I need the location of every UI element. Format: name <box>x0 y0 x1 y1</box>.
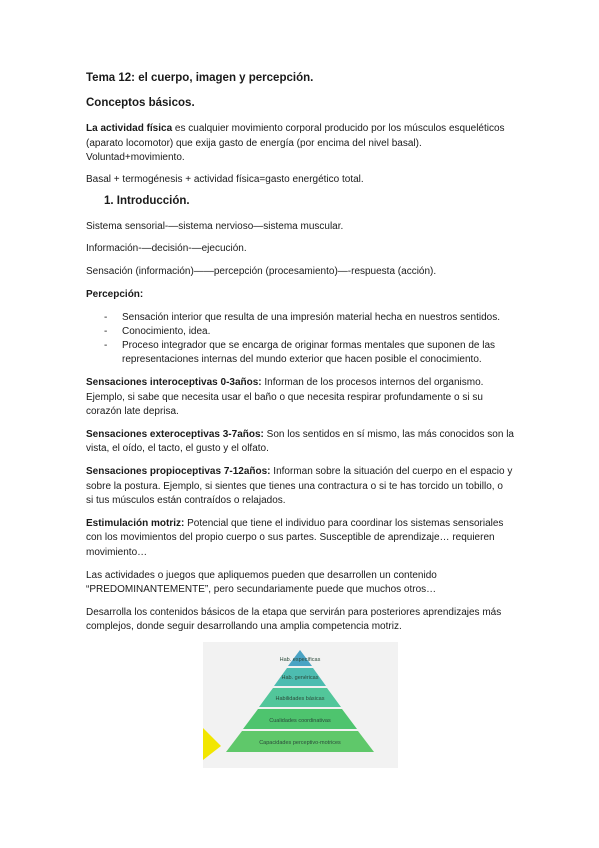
text-line: Las actividades o juegos que apliquemos pueden que desarrollen un contenido <box>86 570 437 581</box>
pyramid-side-accent <box>203 728 221 760</box>
text-line: Información-—decisión-—ejecución. <box>86 243 247 254</box>
text-line: “PREDOMINANTEMENTE”, pero secundariamente puede que muchos otros… <box>86 584 437 595</box>
pyramid-label-3: Habilidades básicas <box>275 696 325 702</box>
paragraph-estimulacion-motriz <box>86 516 503 531</box>
text-line: Informan de los procesos internos del organismo. <box>261 377 484 388</box>
section-heading-conceptos: Conceptos básicos. <box>86 97 195 109</box>
paragraph-actividad-fisica <box>86 121 505 136</box>
text-line: Informan sobre la situación del cuerpo en el espacio y <box>270 466 513 477</box>
bullet-marker: - <box>104 312 108 323</box>
pyramid-label-1: Hab. específicas <box>279 657 321 663</box>
text-line: Son los sentidos en sí mismo, las más conocidos son la <box>263 429 514 440</box>
document-title: Tema 12: el cuerpo, imagen y percepción. <box>86 72 314 84</box>
text-line: Voluntad+movimiento. <box>86 152 185 163</box>
section-heading-introduccion: 1. Introducción. <box>104 195 190 207</box>
pyramid-figure <box>203 642 398 768</box>
pyramid-label-5: Capacidades perceptivo-motrices <box>259 740 341 746</box>
text-line: (aparato locomotor) que exija gasto de energía (por encima del nivel basal). <box>86 138 422 149</box>
paragraph-propioceptivas <box>86 464 512 479</box>
heading-percepcion: Percepción: <box>86 289 144 300</box>
text-line: si tus músculos están contraídos o relajados. <box>86 495 286 506</box>
text-line: es cualquier movimiento corporal producido por los músculos esqueléticos <box>172 123 505 134</box>
paragraph-exteroceptivas <box>86 427 514 442</box>
list-item: Conocimiento, idea. <box>122 326 211 337</box>
text-line: corazón late deprisa. <box>86 406 179 417</box>
paragraph-interoceptivas <box>86 375 483 390</box>
term-propioceptivas: Sensaciones propioceptivas 7-12años: <box>86 466 271 477</box>
text-line: Sistema sensorial-—sistema nervioso—sistema muscular. <box>86 221 344 232</box>
text-line: movimiento… <box>86 547 148 558</box>
text-line: vista, el oído, el tacto, el gusto y el olfato. <box>86 443 269 454</box>
pyramid-diagram <box>203 642 398 768</box>
term-interoceptivas: Sensaciones interoceptivas 0-3años: <box>86 377 262 388</box>
paragraph-gasto-energetico: Basal + termogénesis + actividad física=gasto energético total. <box>86 174 364 185</box>
pyramid-label-4: Cualidades coordinativas <box>269 718 331 724</box>
list-item: Sensación interior que resulta de una impresión material hecha en nuestros sentidos. <box>122 312 500 323</box>
bullet-marker: - <box>104 340 108 351</box>
pyramid-label-2: Hab. genéricas <box>281 675 319 681</box>
text-line: Potencial que tiene el individuo para coordinar los sistemas sensoriales <box>184 518 504 529</box>
list-item: Proceso integrador que se encarga de originar formas mentales que suponen de las <box>122 340 496 351</box>
term-estimulacion-motriz: Estimulación motriz: <box>86 518 185 529</box>
term-actividad-fisica: La actividad física <box>86 123 173 134</box>
text-line: Desarrolla los contenidos básicos de la etapa que servirán para posteriores aprendizajes más <box>86 607 502 618</box>
text-line: con los movimientos del propio cuerpo o sus partes. Susceptible de aprendizaje… requieren <box>86 532 495 543</box>
text-line: complejos, donde seguir desarrollando una amplia competencia motriz. <box>86 621 402 632</box>
text-line: Ejemplo, si sabe que necesita usar el baño o que necesita respirar profundamente o si su <box>86 392 483 403</box>
bullet-marker: - <box>104 326 108 337</box>
text-line: sobre la postura. Ejemplo, si sientes que tienes una contractura o si te has torcido un tobillo, o <box>86 481 503 492</box>
term-exteroceptivas: Sensaciones exteroceptivas 3-7años: <box>86 429 264 440</box>
text-line: Sensación (información)——percepción (procesamiento)—-respuesta (acción). <box>86 266 437 277</box>
list-item-continuation: representaciones internas del mundo exterior que hacen posible el conocimiento. <box>122 354 482 365</box>
